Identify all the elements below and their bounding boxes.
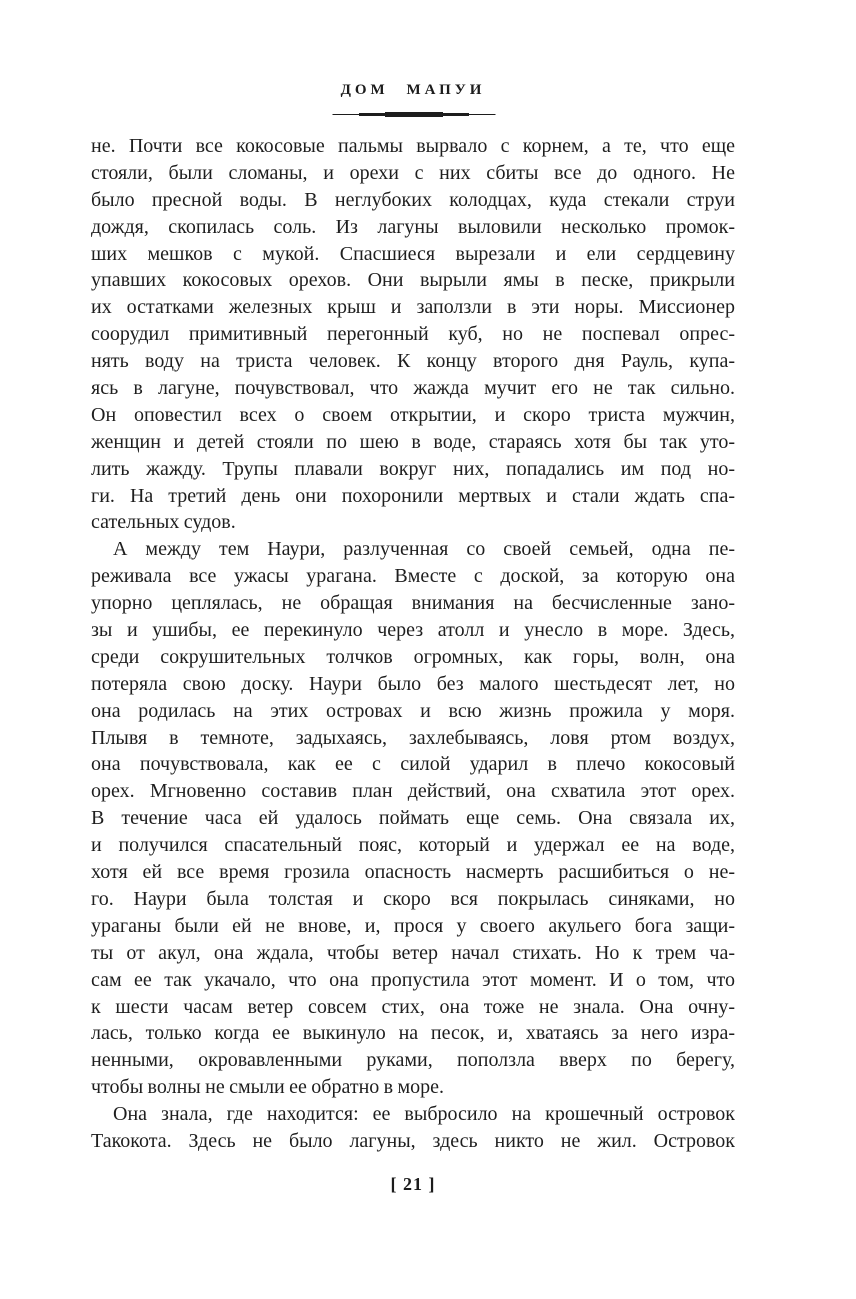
text-line: было пресной воды. В неглубоких колодцах, куда стекали струи <box>91 188 735 211</box>
text-line: ясь в лагуне, почувствовал, что жажда мучит его не так сильно. <box>91 377 735 400</box>
text-line: лась, только когда ее выкинуло на песок, и, хватаясь за него изра- <box>91 1022 735 1045</box>
text-line: среди сокрушительных толчков огромных, как горы, волн, она <box>91 645 735 668</box>
text-line: их остатками железных крыш и заползли в эти норы. Миссионер <box>91 296 735 319</box>
text-line: женщин и детей стояли по шею в воде, стараясь хотя бы так уто- <box>91 430 735 453</box>
text-line: к шести часам ветер совсем стих, она тоже не знала. Она очну- <box>91 995 735 1018</box>
text-line: ты от акул, она ждала, чтобы ветер начал стихать. Но к трем ча- <box>91 941 735 964</box>
running-head: ДОМ МАПУИ <box>340 82 486 98</box>
text-line: зы и ушибы, ее перекинуло через атолл и унесло в море. Здесь, <box>91 619 735 642</box>
text-line: чтобы волны не смыли ее обратно в море. <box>91 1076 445 1099</box>
text-line: стояли, были сломаны, и орехи с них сбиты все до одного. Не <box>91 161 735 184</box>
text-line: Плывя в темноте, задыхаясь, захлебываясь, ловя ртом воздух, <box>91 726 735 749</box>
text-line: соорудил примитивный перегонный куб, но не поспевал опрес- <box>91 323 735 346</box>
text-line: реживала все ужасы урагана. Вместе с доской, за которую она <box>91 565 735 588</box>
text-line: лить жажду. Трупы плавали вокруг них, попадались им под но- <box>91 457 735 480</box>
divider-thick-line <box>385 112 443 117</box>
text-line: хотя ей все время грозила опасность насмерть расшибиться о не- <box>91 861 735 884</box>
text-line: упавших кокосовых орехов. Они вырыли ямы в песке, прикрыли <box>91 269 735 292</box>
text-line: потеряла свою доску. Наури было без малого шестьдесят лет, но <box>91 672 735 695</box>
text-line: А между тем Наури, разлученная со своей семьей, одна пе- <box>113 538 735 561</box>
text-line: Она знала, где находится: ее выбросило на крошечный островок <box>113 1103 735 1126</box>
text-line: го. Наури была толстая и скоро вся покрылась синяками, но <box>91 887 735 910</box>
text-line: она родилась на этих островах и всю жизнь прожила у моря. <box>91 699 735 722</box>
page-number: [ 21 ] <box>390 1174 436 1194</box>
text-line: и получился спасательный пояс, который и удержал ее на воде, <box>91 834 735 857</box>
text-line: ураганы были ей не внове, и, прося у своего акульего бога защи- <box>91 914 735 937</box>
text-line: сам ее так укачало, что она пропустила этот момент. И о том, что <box>91 968 735 991</box>
text-line: ненными, окровавленными руками, поползла вверх по берегу, <box>91 1049 735 1072</box>
text-line: упорно цеплялась, не обращая внимания на бесчисленные зано- <box>91 592 735 615</box>
text-line: не. Почти все кокосовые пальмы вырвало с корнем, а те, что еще <box>91 135 735 157</box>
header-ornament-divider <box>332 111 495 118</box>
text-line: нять воду на триста человек. К концу второго дня Рауль, купа- <box>91 350 735 373</box>
text-line: орех. Мгновенно составив план действий, она схватила этот орех. <box>91 780 735 803</box>
text-line: она почувствовала, как ее с силой ударил в плечо кокосовый <box>91 753 735 776</box>
text-block <box>91 133 735 1155</box>
text-line: ги. На третий день они похоронили мертвых и стали ждать спа- <box>91 484 735 507</box>
text-line: сательных судов. <box>91 511 236 534</box>
text-line: ших мешков с мукой. Спасшиеся вырезали и ели сердцевину <box>91 242 735 265</box>
text-line: дождя, скопилась соль. Из лагуны выловили несколько промок- <box>91 215 735 238</box>
text-line: Такокота. Здесь не было лагуны, здесь никто не жил. Островок <box>91 1129 735 1152</box>
text-line: В течение часа ей удалось поймать еще семь. Она связала их, <box>91 807 735 830</box>
text-line: Он оповестил всех о своем открытии, и скоро триста мужчин, <box>91 403 735 426</box>
